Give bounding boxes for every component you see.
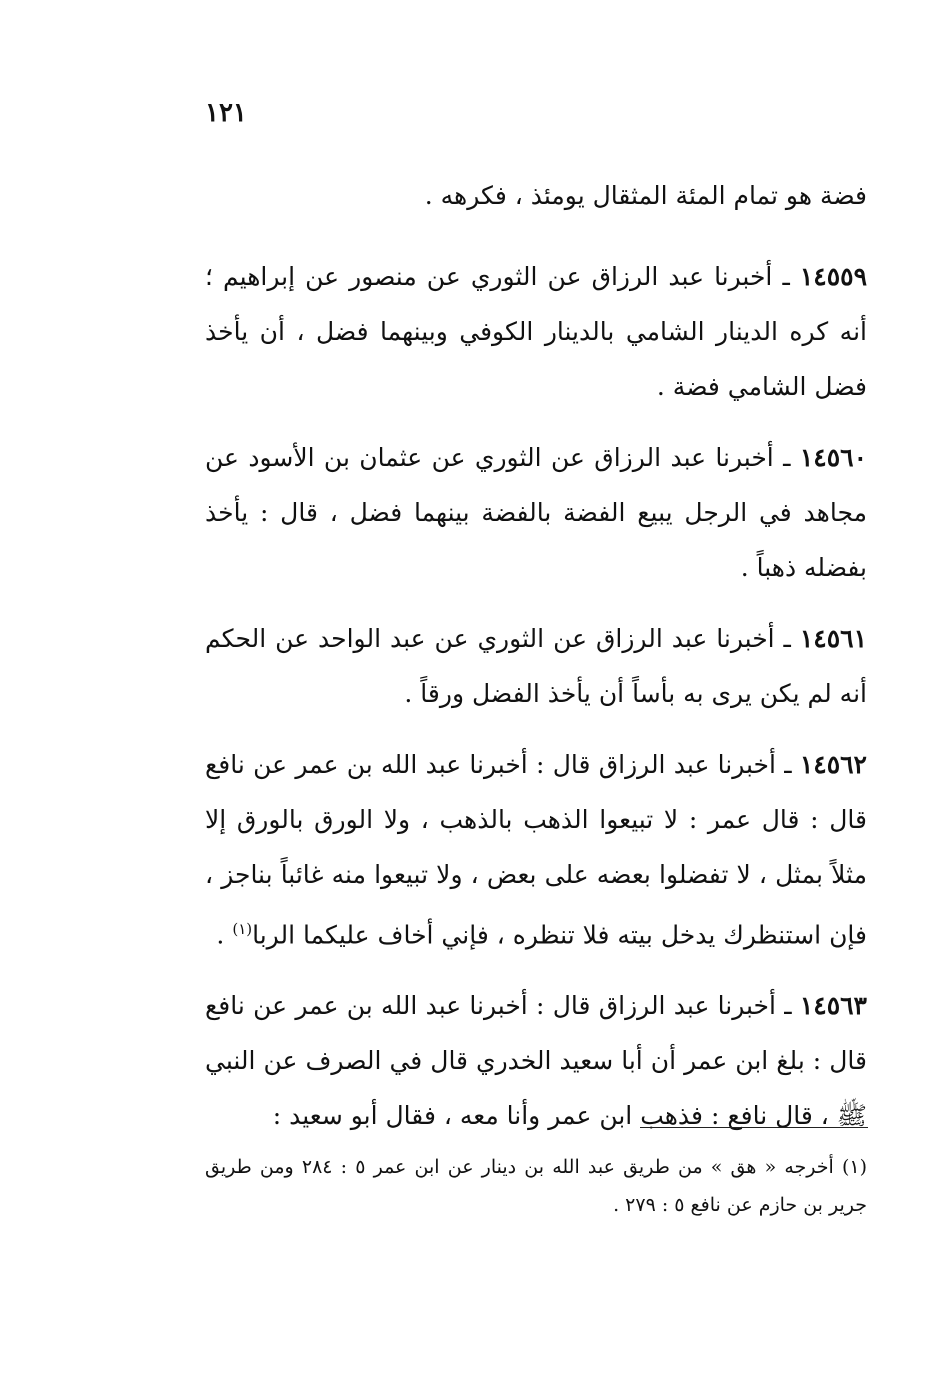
paragraph-text: ـ أخبرنا عبد الرزاق عن الثوري عن منصور عن إبراهيم ؛ أنه كره الدينار الشامي بالدينار الكوفي وبينهما فضل ، أن يأخذ فضل الشامي فضة .: [205, 262, 867, 401]
footnote: [205, 1148, 867, 1224]
hadith-paragraph: [205, 978, 867, 1143]
page-number: ١٢١: [205, 98, 247, 128]
footnote-divider: [640, 1127, 868, 1128]
hadith-number: ١٤٥٦٠: [799, 443, 867, 472]
hadith-paragraph: [205, 430, 867, 595]
hadith-number: ١٤٥٥٩: [799, 262, 867, 291]
hadith-paragraph: [205, 611, 867, 721]
paragraph-tail: .: [216, 920, 233, 950]
paragraph-text: ـ أخبرنا عبد الرزاق قال : أخبرنا عبد الله بن عمر عن نافع قال : بلغ ابن عمر أن أبا سعيد الخدري قال في الصرف عن النبي ﷺ ، قال نافع : فذهب ابن عمر وأنا معه ، فقال أبو سعيد :: [205, 991, 867, 1131]
footnote-text: أخرجه « هق » من طريق عبد الله بن دينار عن ابن عمر ٥ : ٢٨٤ ومن طريق جرير بن حازم عن نافع ٥ : ٢٧٩ .: [205, 1156, 867, 1216]
paragraph-text: فضة هو تمام المئة المثقال يومئذ ، فكرهه .: [424, 181, 867, 210]
hadith-number: ١٤٥٦١: [799, 624, 867, 653]
paragraph-text: ـ أخبرنا عبد الرزاق قال : أخبرنا عبد الله بن عمر عن نافع قال : قال عمر : لا تبيعوا الذهب بالذهب ، ولا الورق بالورق إلا مثلاً بمثل ، لا تفضلوا بعضه على بعض ، ولا تبيعوا منه غائباً بناجز ، فإن استنظرك يدخل بيته فلا تنظره ، فإني أخاف عليكما الربا: [205, 750, 867, 950]
main-text: [205, 168, 867, 1159]
paragraph-text: ـ أخبرنا عبد الرزاق عن الثوري عن عبد الواحد عن الحكم أنه لم يكن يرى به بأساً أن يأخذ الفضل ورقاً .: [205, 624, 867, 708]
hadith-paragraph: [205, 737, 867, 962]
hadith-paragraph: [205, 249, 867, 414]
hadith-number: ١٤٥٦٢: [799, 750, 867, 779]
paragraph-continuation: [205, 168, 867, 223]
hadith-number: ١٤٥٦٣: [799, 991, 867, 1021]
footnote-marker: (١): [841, 1156, 868, 1178]
footnote-reference[interactable]: (١): [232, 920, 253, 938]
paragraph-text: ـ أخبرنا عبد الرزاق عن الثوري عن عثمان بن الأسود عن مجاهد في الرجل يبيع الفضة بالفضة بينهما فضل ، قال : يأخذ بفضله ذهباً .: [205, 443, 867, 582]
